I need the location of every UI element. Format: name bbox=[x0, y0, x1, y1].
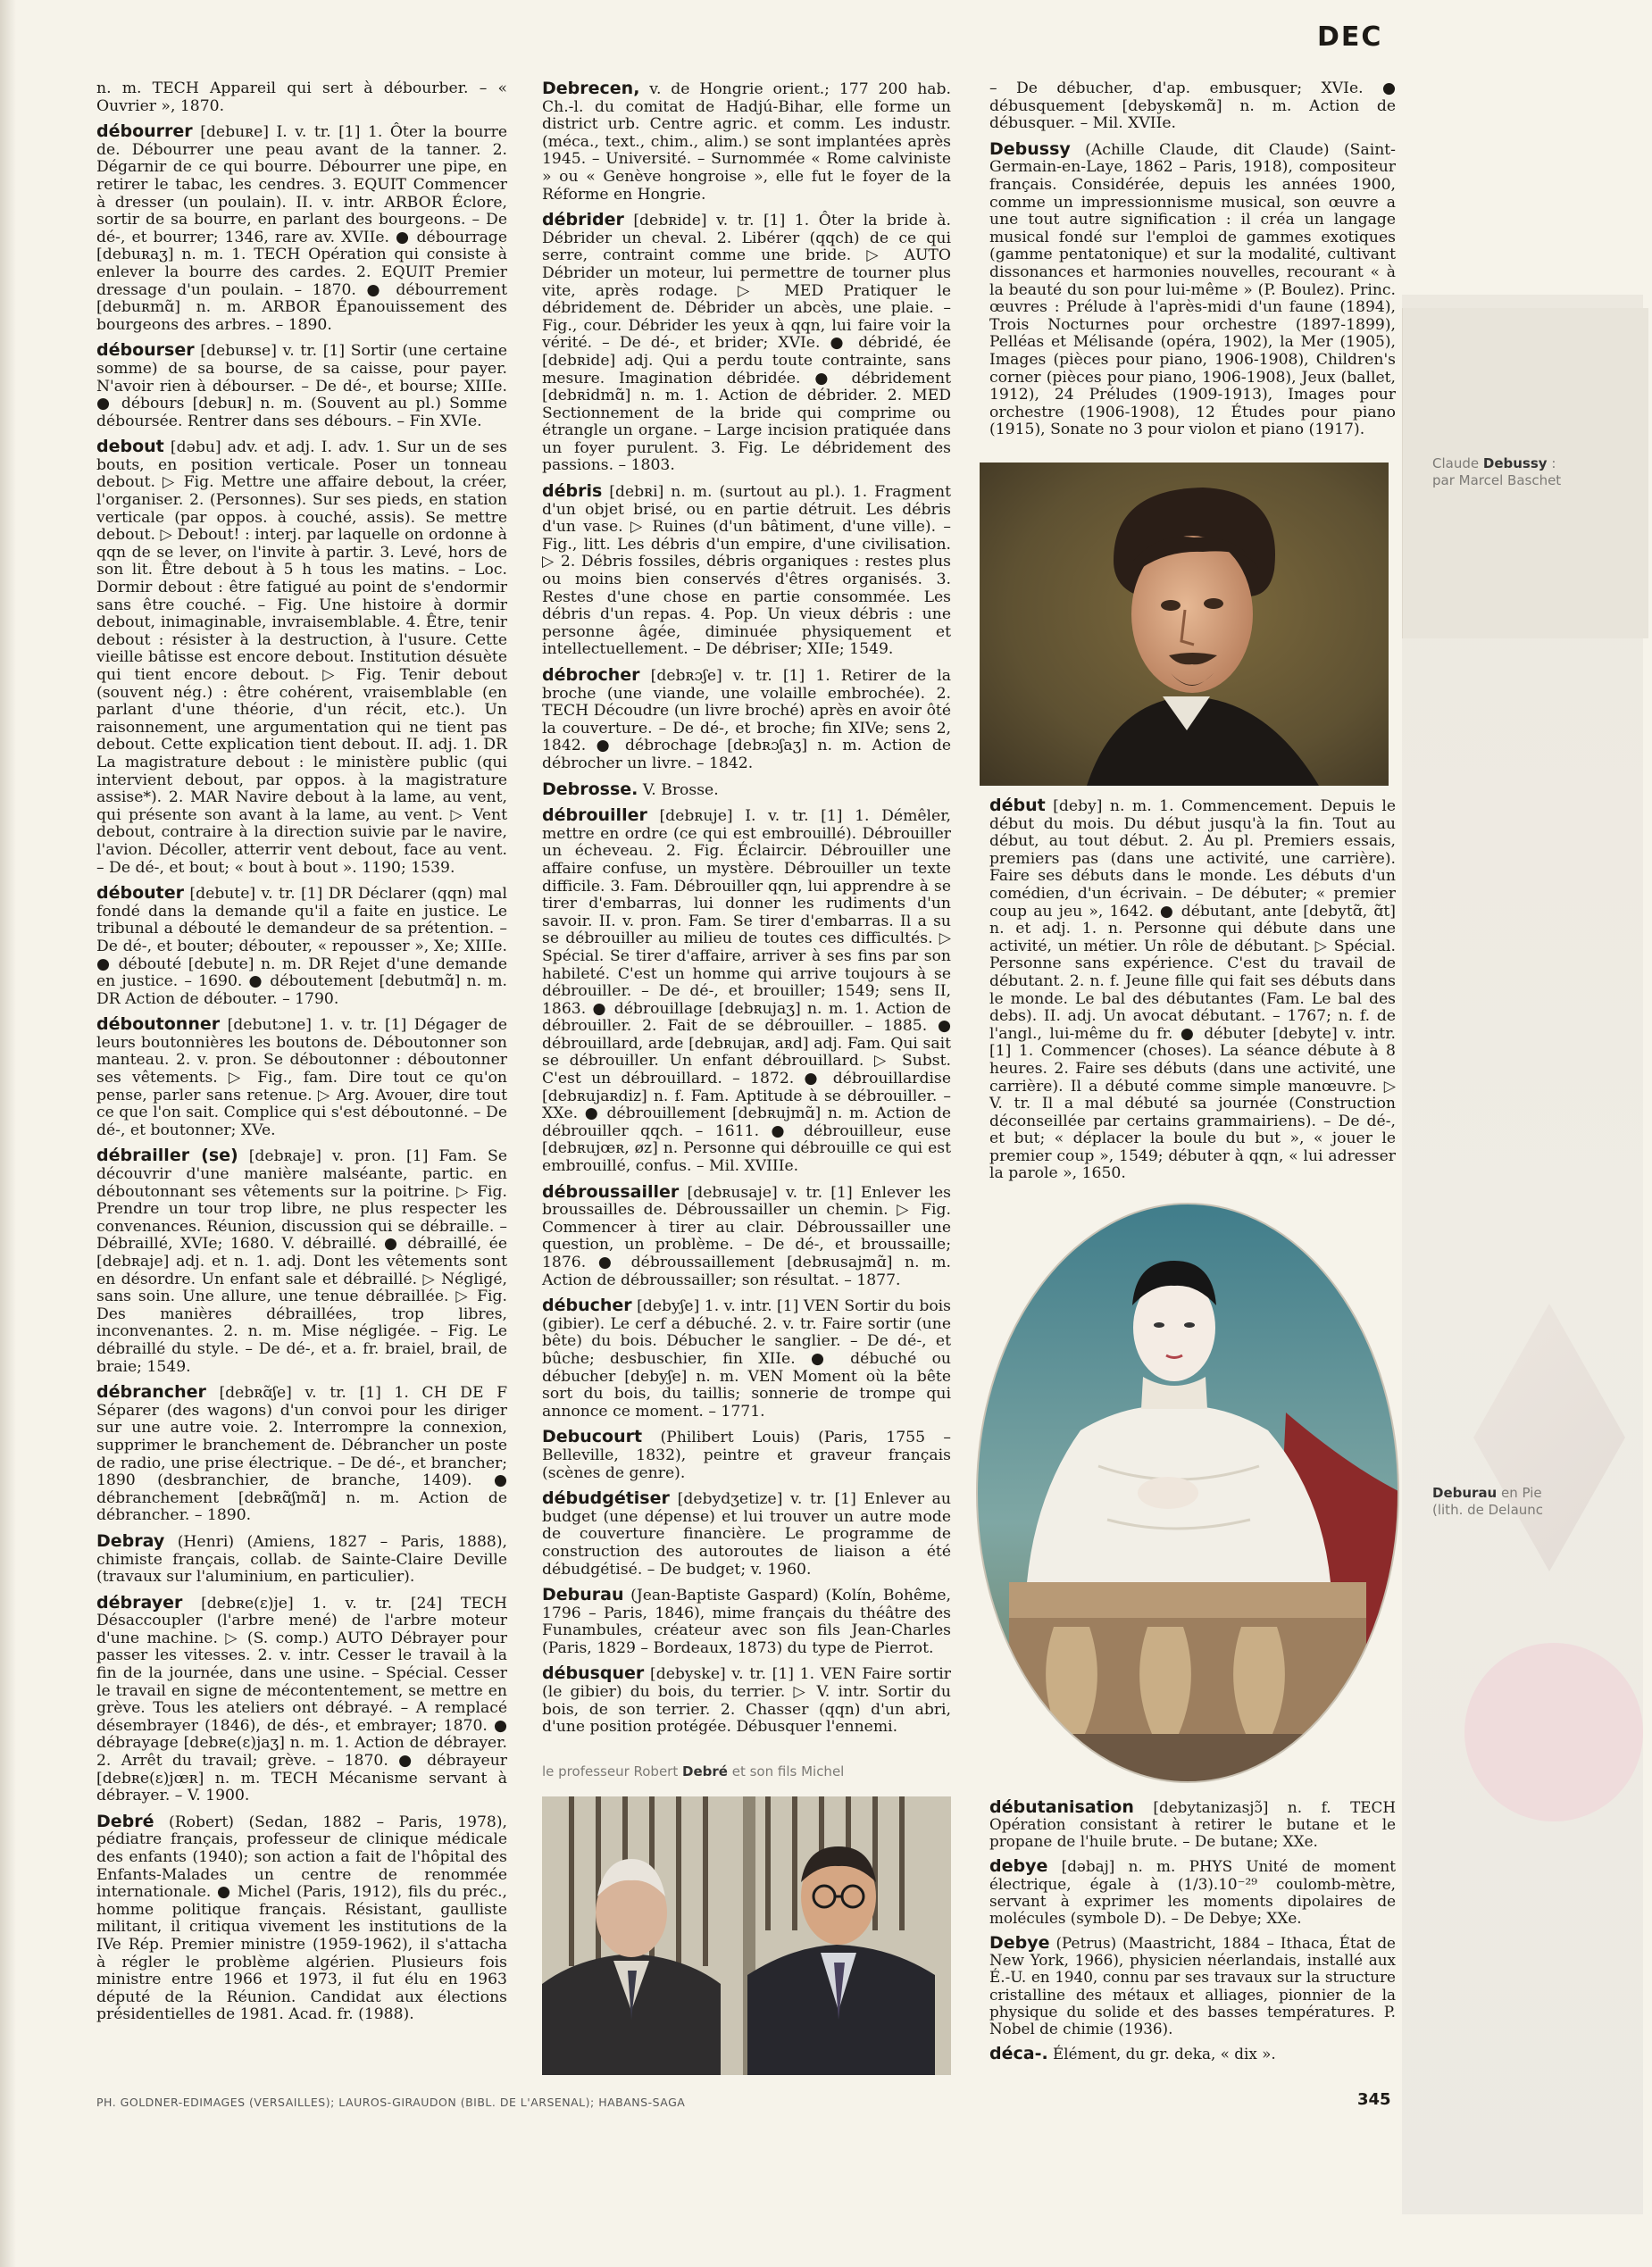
entry-headword: débucher bbox=[542, 1296, 632, 1316]
dictionary-entry bbox=[542, 1181, 951, 1290]
dictionary-entry bbox=[989, 797, 1396, 1183]
column-3-middle bbox=[989, 797, 1396, 1191]
entry-headword: débrailler (se) bbox=[96, 1146, 238, 1166]
photo-credits: PH. GOLDNER-EDIMAGES (VERSAILLES); LAUROS-GIRAUDON (BIBL. DE L'ARSENAL); HABANS-SAGA bbox=[96, 2096, 686, 2109]
debre-caption-name: Debré bbox=[682, 1763, 728, 1779]
entry-definition: [debutɔne] 1. v. tr. [1] Dégager de leurs boutonnières les boutons de. Déboutonner son manteau. 2. v. pron. Se déboutonner : déboutonner ses vêtements. ▷ Fig., fam. Dire tout ce qu'on pense, parler sans retenue. ▷ Arg. Avouer, dire tout ce que l'on sait. Complice qui s'est déboutonné. – De dé-, et boutonner; XVe. bbox=[96, 1016, 507, 1139]
entry-definition: Élément, du gr. deka, « dix ». bbox=[1053, 2045, 1276, 2063]
deburau-painting bbox=[973, 1198, 1402, 1788]
entry-definition: [debʀɑ̃ʃe] v. tr. [1] 1. CH DE F Séparer (des wagons) d'un convoi pour les diriger sur une autre voie. 2. Interrompre la connexion, supprimer le branchement de. Débrancher un poste de radio, une prise électrique. – De dé-, et brancher; 1890 (desbranchier, de branche, 1409). ● débranchement [debʀɑ̃ʃmɑ̃] n. m. Action de débrancher. – 1890. bbox=[96, 1384, 508, 1525]
dictionary-entry bbox=[542, 80, 951, 204]
dictionary-entry bbox=[989, 2046, 1396, 2063]
entry-definition: v. de Hongrie orient.; 177 200 hab. Ch.-l. du comitat de Hadjú-Bihar, elle forme un district urb. Centre agric. et comm. Les industr. (méca., text., chim., alim.) se sont implantées après 1945. – Université. – Surnommée « Rome calviniste » ou « Genève hongroise », elle fut le foyer de la Réforme en Hongrie. bbox=[542, 80, 951, 204]
entry-headword: déboutonner bbox=[96, 1014, 221, 1035]
entry-headword: Debye bbox=[989, 1933, 1050, 1954]
dictionary-entry bbox=[96, 1147, 507, 1376]
debussy-portrait bbox=[980, 463, 1389, 786]
entry-definition: n. m. TECH Appareil qui sert à débourber. – « Ouvrier », 1870. bbox=[96, 79, 507, 115]
dictionary-entry bbox=[542, 807, 951, 1175]
entry-headword: débourrer bbox=[96, 121, 193, 142]
entry-headword: Debucourt bbox=[542, 1427, 643, 1447]
entry-headword: debout bbox=[96, 437, 164, 457]
entry-headword: Debré bbox=[96, 1811, 154, 1831]
entry-definition: [debʀɔʃe] v. tr. [1] 1. Retirer de la broche (une viande, une volaille embrochée). 2. TECH Découdre (un livre broché) après en avoir ôté la couverture. – De dé-, et broche; fin XIVe; sens 2, 1842. ● débrochage [debʀɔʃaʒ] n. m. Action de débrocher un livre. – 1842. bbox=[542, 667, 951, 772]
dictionary-entry bbox=[96, 885, 507, 1008]
dictionary-entry bbox=[96, 438, 507, 877]
page-gutter bbox=[0, 0, 16, 2267]
entry-definition: [debuʀe] I. v. tr. [1] 1. Ôter la bourre de. Débourrer une peau avant de la tanner. 2. Dégarnir de ce qui bourre. Débourrer une pipe, en retirer le tabac, les cendres. 3. EQUIT Commencer à dresser (un poulain). II. v. intr. ARBOR Éclore, sortir de sa bourre, en parlant des bourgeons. – De dé-, et bourrer; 1346, rare av. XVIIe. ● débourrage [debuʀaʒ] n. m. 1. TECH Opération qui consiste à enlever la bourre des cardes. 2. EQUIT Premier dressage d'un poulain. – 1870. ● débourrement [debuʀmɑ̃] n. m. ARBOR Épanouissement des bourgeons des arbres. – 1890. bbox=[96, 123, 507, 334]
dictionary-entry bbox=[96, 80, 507, 115]
entry-definition: [debytanizasjɔ̃] n. f. TECH Opération consistant à retirer le butane et le propane de l'huile brute. – De butane; XXe. bbox=[989, 1798, 1397, 1851]
entry-headword: Debrecen, bbox=[542, 79, 640, 98]
entry-definition: (Philibert Louis) (Paris, 1755 – Belleville, 1832), peintre et graveur français (scènes de genre). bbox=[542, 1429, 951, 1482]
entry-headword: Deburau bbox=[542, 1585, 624, 1605]
entry-headword: début bbox=[989, 796, 1046, 815]
entry-headword: déca-. bbox=[989, 2044, 1048, 2064]
adjacent-page-circle bbox=[1464, 1643, 1643, 1821]
entry-definition: (Jean-Baptiste Gaspard) (Kolín, Bohême, 1796 – Paris, 1846), mime français du théâtre des Funambules, créateur avec son fils Jean-Charles (Paris, 1829 – Bordeaux, 1873) du type de Pierrot. bbox=[542, 1587, 952, 1657]
entry-definition: [debʀe(ɛ)je] 1. v. tr. [24] TECH Désaccoupler (l'arbre mené) de l'arbre moteur d'une machine. ▷ (S. comp.) AUTO Débrayer pour passer les vitesses. 2. v. intr. Cesser le travail à la fin de la journée, dans une usine. – Spécial. Cesser le travail en signe de mécontentement, se mettre en grève. Tous les ateliers ont débrayé. – A remplacé désembrayer (1846), de dés-, et embrayer; 1870. ● débrayage [debʀe(ɛ)jaʒ] n. m. 1. Action de débrayer. 2. Arrêt du travail; grève. – 1870. ● débrayeur [debʀe(ɛ)jœʀ] n. m. TECH Mécanisme servant à débrayer. – V. 1900. bbox=[96, 1594, 507, 1805]
entry-headword: débourser bbox=[96, 340, 195, 361]
dictionary-entry bbox=[989, 1858, 1396, 1927]
entry-definition: [debyske] v. tr. [1] 1. VEN Faire sortir (le gibier) du bois, du terrier. ▷ V. intr. Sortir du bois, de son terrier. 2. Chasser (qqn) d'un abri, d'une position protégée. Débusquer l'ennemi. bbox=[542, 1665, 952, 1737]
entry-headword: Debrosse. bbox=[542, 779, 638, 799]
entry-definition: [debute] v. tr. [1] DR Déclarer (qqn) mal fondé dans la demande qu'il a faite en justice. Le tribunal a débouté le demandeur de sa prétention. – De dé-, et bouter; débouter, « repousser », Xe; XIIIe. ● débouté [debute] n. m. DR Rejet d'une demande en justice. – 1690. ● déboutement [debutmɑ̃] n. m. DR Action de débouter. – 1790. bbox=[96, 885, 508, 1008]
column-1 bbox=[96, 80, 507, 2032]
entry-headword: débrayer bbox=[96, 1592, 183, 1613]
dictionary-entry bbox=[542, 1490, 951, 1579]
dictionary-entry bbox=[542, 1587, 951, 1657]
entry-headword: débrocher bbox=[542, 665, 640, 685]
dictionary-entry bbox=[542, 1429, 951, 1482]
page-number: 345 bbox=[1357, 2090, 1391, 2109]
deburau-painting-art bbox=[973, 1198, 1402, 1788]
entry-headword: debye bbox=[989, 1856, 1048, 1877]
dictionary-entry bbox=[96, 123, 507, 334]
entry-definition: [debʀusaje] v. tr. [1] Enlever les broussailles de. Débroussailler un chemin. ▷ Fig. Commencer à tirer au clair. Débroussailler une question, un problème. – De dé-, et broussaille; 1876. ● débroussaillement [debʀusajmɑ̃] n. m. Action de débroussailler; son résultat. – 1877. bbox=[542, 1183, 951, 1289]
entry-headword: débrancher bbox=[96, 1382, 206, 1403]
debre-photo-art bbox=[542, 1796, 951, 2075]
column-2 bbox=[542, 80, 951, 1745]
entry-definition: V. Brosse. bbox=[642, 780, 719, 799]
dictionary-entry bbox=[542, 1665, 951, 1736]
entry-headword: débris bbox=[542, 481, 603, 502]
dictionary-entry bbox=[96, 1592, 507, 1805]
entry-definition: [debuʀse] v. tr. [1] Sortir (une certaine somme) de sa bourse, de sa caisse, pour payer. N'avoir rien à débourser. – De dé-, et bourse; XIIIe. ● débours [debuʀ] n. m. (Souvent au pl.) Somme déboursée. Rentrer dans ses débours. – Fin XVIe. bbox=[96, 342, 507, 430]
dictionary-entry bbox=[989, 1935, 1396, 2038]
deburau-caption: Deburau en Pie (lith. de Delaunc bbox=[1432, 1485, 1544, 1518]
running-header: DEC bbox=[1317, 21, 1383, 53]
entry-headword: Debussy bbox=[989, 138, 1071, 159]
dictionary-entry bbox=[96, 1384, 507, 1525]
column-3-bottom bbox=[989, 1799, 1396, 2071]
dictionary-entry bbox=[989, 80, 1396, 133]
debussy-caption-name: Debussy bbox=[1482, 455, 1548, 471]
entry-definition: (Robert) (Sedan, 1882 – Paris, 1978), pédiatre français, professeur de clinique médicale des enfants (1940); son action a fait de l'hôpital des Enfants-Malades un centre de renommée internationale. ● Michel (Paris, 1912), fils du préc., homme politique français. Résistant, gaulliste militant, il critiqua vivement les institutions de la IVe Rép. Premier ministre (1959-1962), il s'attacha à régler le problème algérien. Plusieurs fois ministre entre 1966 et 1973, il fut élu en 1963 député de la Réunion. Candidat aux élections présidentielles de 1981. Acad. fr. (1988). bbox=[96, 1813, 507, 2024]
entry-definition: [debʀide] v. tr. [1] 1. Ôter la bride à. Débrider un cheval. 2. Libérer (qqch) de ce qui serre, contraint comme une bride. ▷ AUTO Débrider un moteur, lui permettre de tourner plus vite, après rodage. ▷ MED Pratiquer le débridement de. Débrider un abcès, une plaie. – Fig., cour. Débrider les yeux à qqn, lui faire voir la vérité. – De dé-, et brider; XVIe. ● débridé, ée [debʀide] adj. Qui a perdu toute contrainte, sans mesure. Imagination débridée. ● débridement [debʀidmɑ̃] n. m. 1. Action de débrider. 2. MED Sectionnement de la bride qui comprime ou étrangle un organe. – Large incision pratiquée dans un foyer purulent. 3. Fig. Le débridement des passions. – 1803. bbox=[542, 212, 951, 475]
dictionary-entry bbox=[96, 342, 507, 430]
deburau-caption-name: Deburau bbox=[1432, 1485, 1498, 1501]
dictionary-entry bbox=[542, 483, 951, 659]
entry-definition: [debʀi] n. m. (surtout au pl.). 1. Fragment d'un objet brisé, ou en partie détruit. Les débris d'un vase. ▷ Ruines (d'un bâtiment, d'une ville). – Fig., litt. Les débris d'un empire, d'une civilisation. ▷ 2. Débris fossiles, débris organiques : restes plus ou moins bien conservés d'êtres organisés. 3. Restes d'une chose en partie consommée. Les débris d'un repas. 4. Pop. Un vieux débris : une personne âgée, diminuée physiquement et intellectuellement. – De débriser; XIIe; 1549. bbox=[542, 483, 951, 659]
entry-headword: débutanisation bbox=[989, 1797, 1134, 1817]
entry-headword: débusquer bbox=[542, 1663, 645, 1684]
dictionary-entry bbox=[542, 781, 951, 800]
entry-definition: – De débucher, d'ap. embusquer; XVIe. ● débusquement [debyskəmɑ̃] n. m. Action de débusquer. – Mil. XVIIe. bbox=[989, 79, 1396, 133]
debussy-portrait-art bbox=[980, 463, 1389, 786]
dictionary-entry bbox=[542, 1297, 951, 1421]
dictionary-entry bbox=[989, 1799, 1396, 1850]
entry-definition: [dəbu] adv. et adj. I. adv. 1. Sur un de ses bouts, en position verticale. Poser un tonneau debout. ▷ Fig. Mettre une affaire debout, la créer, l'organiser. 2. (Personnes). Sur ses pieds, en station verticale (par oppos. à couché, assis). Se mettre debout. ▷ Debout! : interj. par laquelle on ordonne à qqn de se lever, on l'invite à partir. 3. Levé, hors de son lit. Être debout à 5 h tous les matins. – Loc. Dormir debout : être fatigué au point de s'endormir sans être couché. – Fig. Une histoire à dormir debout, inimaginable, invraisemblable. 4. Être, tenir debout : résister à la destruction, à l'usure. Cette vieille bâtisse est encore debout. Institution désuète qui tient encore debout. ▷ Fig. Tenir debout (souvent nég.) : être cohérent, vraisemblable (en parlant d'une théorie, d'un récit, etc.). Un raisonnement, une argumentation qui ne tient pas debout. Cette explication tient debout. II. adj. 1. DR La magistrature debout : le ministère public (qui intervient debout, par oppos. à la magistrature assise*). 2. MAR Navire debout à la lame, au vent, qui présente son avant à la lame, au vent. ▷ Vent debout, contraire à la direction suivie par le navire, l'avion. Décoller, atterrir vent debout, face au vent. – De dé-, et bout; « bout à bout ». 1190; 1539. bbox=[96, 438, 507, 877]
entry-definition: (Achille Claude, dit Claude) (Saint-Germain-en-Laye, 1862 – Paris, 1918), compositeur français. Considérée, depuis les années 1900, comme un impressionnisme musical, son œuvre a une tout autre signification : il créa un langage musical fondé sur l'emploi de gammes exotiques (gamme pentatonique) et sur la modalité, cultivant dissonances et harmonies nouvelles, recourant « à la beauté du son pour lui-même » (P. Boulez). Princ. œuvres : Prélude à l'après-midi d'un faune (1894), Trois Nocturnes pour orchestre (1897-1899), Pelléas et Mélisande (opéra, 1902), la Mer (1905), Images (pièces pour piano, 1906-1908), Children's corner (pièces pour piano, 1906-1908), Jeux (ballet, 1912), 24 Préludes (1909-1913), Images pour orchestre (1906-1908), 12 Études pour piano (1915), Sonate no 3 pour violon et piano (1917). bbox=[989, 140, 1396, 439]
entry-headword: débouter bbox=[96, 883, 185, 904]
dictionary-entry bbox=[96, 1530, 508, 1587]
entry-definition: [debʀaje] v. pron. [1] Fam. Se découvrir d'une manière malséante, partic. en déboutonnant ses vêtements sur la poitrine. ▷ Fig. Prendre un tour trop libre, ne plus respecter les convenances. Réunion, discussion qui se débraille. – Débraillé, XVIe; 1680. V. débraillé. ● débraillé, ée [debʀaje] adj. et n. 1. adj. Dont les vêtements sont en désordre. Un enfant sale et débraillé. ▷ Négligé, sans soin. Une allure, une tenue débraillée. ▷ Fig. Des manières débraillées, trop libres, inconvenantes. 2. n. m. Mise négligée. – Fig. Le débraillé du style. – De dé-, et a. fr. braiel, brail, de braie; 1549. bbox=[96, 1147, 507, 1376]
dictionary-entry bbox=[989, 138, 1396, 439]
entry-definition: [dəbaj] n. m. PHYS Unité de moment électrique, égale à (1/3).10⁻²⁹ coulomb-mètre, servant à exprimer les moments dipolaires de molécules (symbole D). – De Debye; XXe. bbox=[989, 1857, 1396, 1927]
entry-definition: [debydʒetize] v. tr. [1] Enlever au budget (une dépense) et lui trouver un autre mode de couverture financière. Le programme de construction des autoroutes de liaison a été débudgétisé. – De budget; v. 1960. bbox=[542, 1490, 951, 1579]
dictionary-entry bbox=[96, 1016, 507, 1139]
entry-headword: débudgétiser bbox=[542, 1488, 670, 1509]
entry-definition: [debʀuje] I. v. tr. [1] 1. Démêler, mettre en ordre (ce qui est embrouillé). Débrouiller un écheveau. 2. Fig. Éclaircir. Débrouiller une affaire confuse, un mystère. Débrouiller un texte difficile. 3. Fam. Débrouiller qqn, lui apprendre à se tirer d'embarras, lui donner les rudiments d'un savoir. II. v. pron. Fam. Se tirer d'embarras. Il a su se débrouiller au milieu de toutes ces difficultés. ▷ Spécial. Se tirer d'affaire, arriver à ses fins par son habileté. C'est un homme qui arrive toujours à se débrouiller. – De dé-, et brouiller; 1549; sens II, 1863. ● débrouillage [debʀujaʒ] n. m. 1. Action de débrouiller. 2. Fait de se débrouiller. – 1885. ● débrouillard, arde [debʀujaʀ, aʀd] adj. Fam. Qui sait se débrouiller. Un enfant débrouillard. ▷ Subst. C'est un débrouillard. – 1872. ● débrouillardise [debʀujaʀdiz] n. f. Fam. Aptitude à se débrouiller. – XXe. ● débrouillement [debʀujmɑ̃] n. m. Action de débrouiller qqch. – 1611. ● débrouilleur, euse [debʀujœʀ, øz] n. Personne qui débrouille ce qui est embrouillé, confus. – Mil. XVIIIe. bbox=[542, 807, 951, 1176]
dictionary-entry bbox=[96, 1813, 507, 2024]
debussy-caption: Claude Debussy : par Marcel Baschet bbox=[1432, 455, 1562, 488]
dictionary-entry bbox=[542, 667, 951, 773]
entry-definition: (Henri) (Amiens, 1827 – Paris, 1888), chimiste français, collab. de Sainte-Claire Deville (travaux sur l'aluminium, en particulier). bbox=[96, 1532, 508, 1587]
debre-caption: le professeur Robert Debré et son fils Michel bbox=[542, 1763, 845, 1779]
column-3-top bbox=[989, 80, 1396, 447]
entry-headword: Debray bbox=[96, 1530, 165, 1551]
entry-headword: débroussailler bbox=[542, 1181, 680, 1202]
dictionary-entry bbox=[542, 212, 951, 475]
entry-headword: débrider bbox=[542, 210, 624, 230]
debre-photo bbox=[542, 1796, 951, 2075]
entry-headword: débrouiller bbox=[542, 805, 647, 826]
entry-definition: [deby] n. m. 1. Commencement. Depuis le début du mois. Du début jusqu'à la fin. Tout au début, au tout début. 2. Au pl. Premiers essais, premiers pas (dans une activité, une carrière). Faire ses débuts dans le monde. Les débuts d'un comédien, d'un écrivain. – De débuter; « premier coup au jeu », 1642. ● débutant, ante [debytɑ̃, ɑ̃t] n. et adj. 1. n. Personne qui débute dans une activité, un métier. Un rôle de débutant. ▷ Spécial. Personne sans expérience. C'est du travail de débutant. 2. n. f. Jeune fille qui fait ses débuts dans le monde. Le bal des débutantes (Fam. Le bal des debs). II. adj. Un avocat débutant. – 1767; n. f. de l'angl., lui-même du fr. ● débuter [debyte] v. intr. [1] 1. Commencer (choses). La séance débute à 8 heures. 2. Faire ses débuts (dans une activité, une carrière). Il a débuté comme simple manœuvre. ▷ V. tr. Il a mal débuté sa journée (Construction déconseillée par certains grammairiens). – De dé-, et but; « déplacer la boule du but », « jouer le premier coup », 1549; débuter à qqn, « lui adresser la parole », 1650. bbox=[989, 797, 1396, 1183]
entry-definition: (Petrus) (Maastricht, 1884 – Ithaca, État de New York, 1966), physicien néerlandais, installé aux É.-U. en 1940, connu par ses travaux sur la structure cristalline des métaux et alliages, pionnier de la physique du solide et des basses températures. P. Nobel de chimie (1936). bbox=[989, 1934, 1396, 2038]
entry-definition: [debyʃe] 1. v. intr. [1] VEN Sortir du bois (gibier). Le cerf a débuché. 2. v. tr. Faire sortir (une bête) du bois. Débucher le sanglier. – De dé-, et bûche; desbuschier, fin XIIe. ● débuché ou débucher [debyʃe] n. m. VEN Moment où la bête sort du bois, du taillis; sonnerie de trompe qui annonce ce moment. – 1771. bbox=[542, 1297, 951, 1421]
